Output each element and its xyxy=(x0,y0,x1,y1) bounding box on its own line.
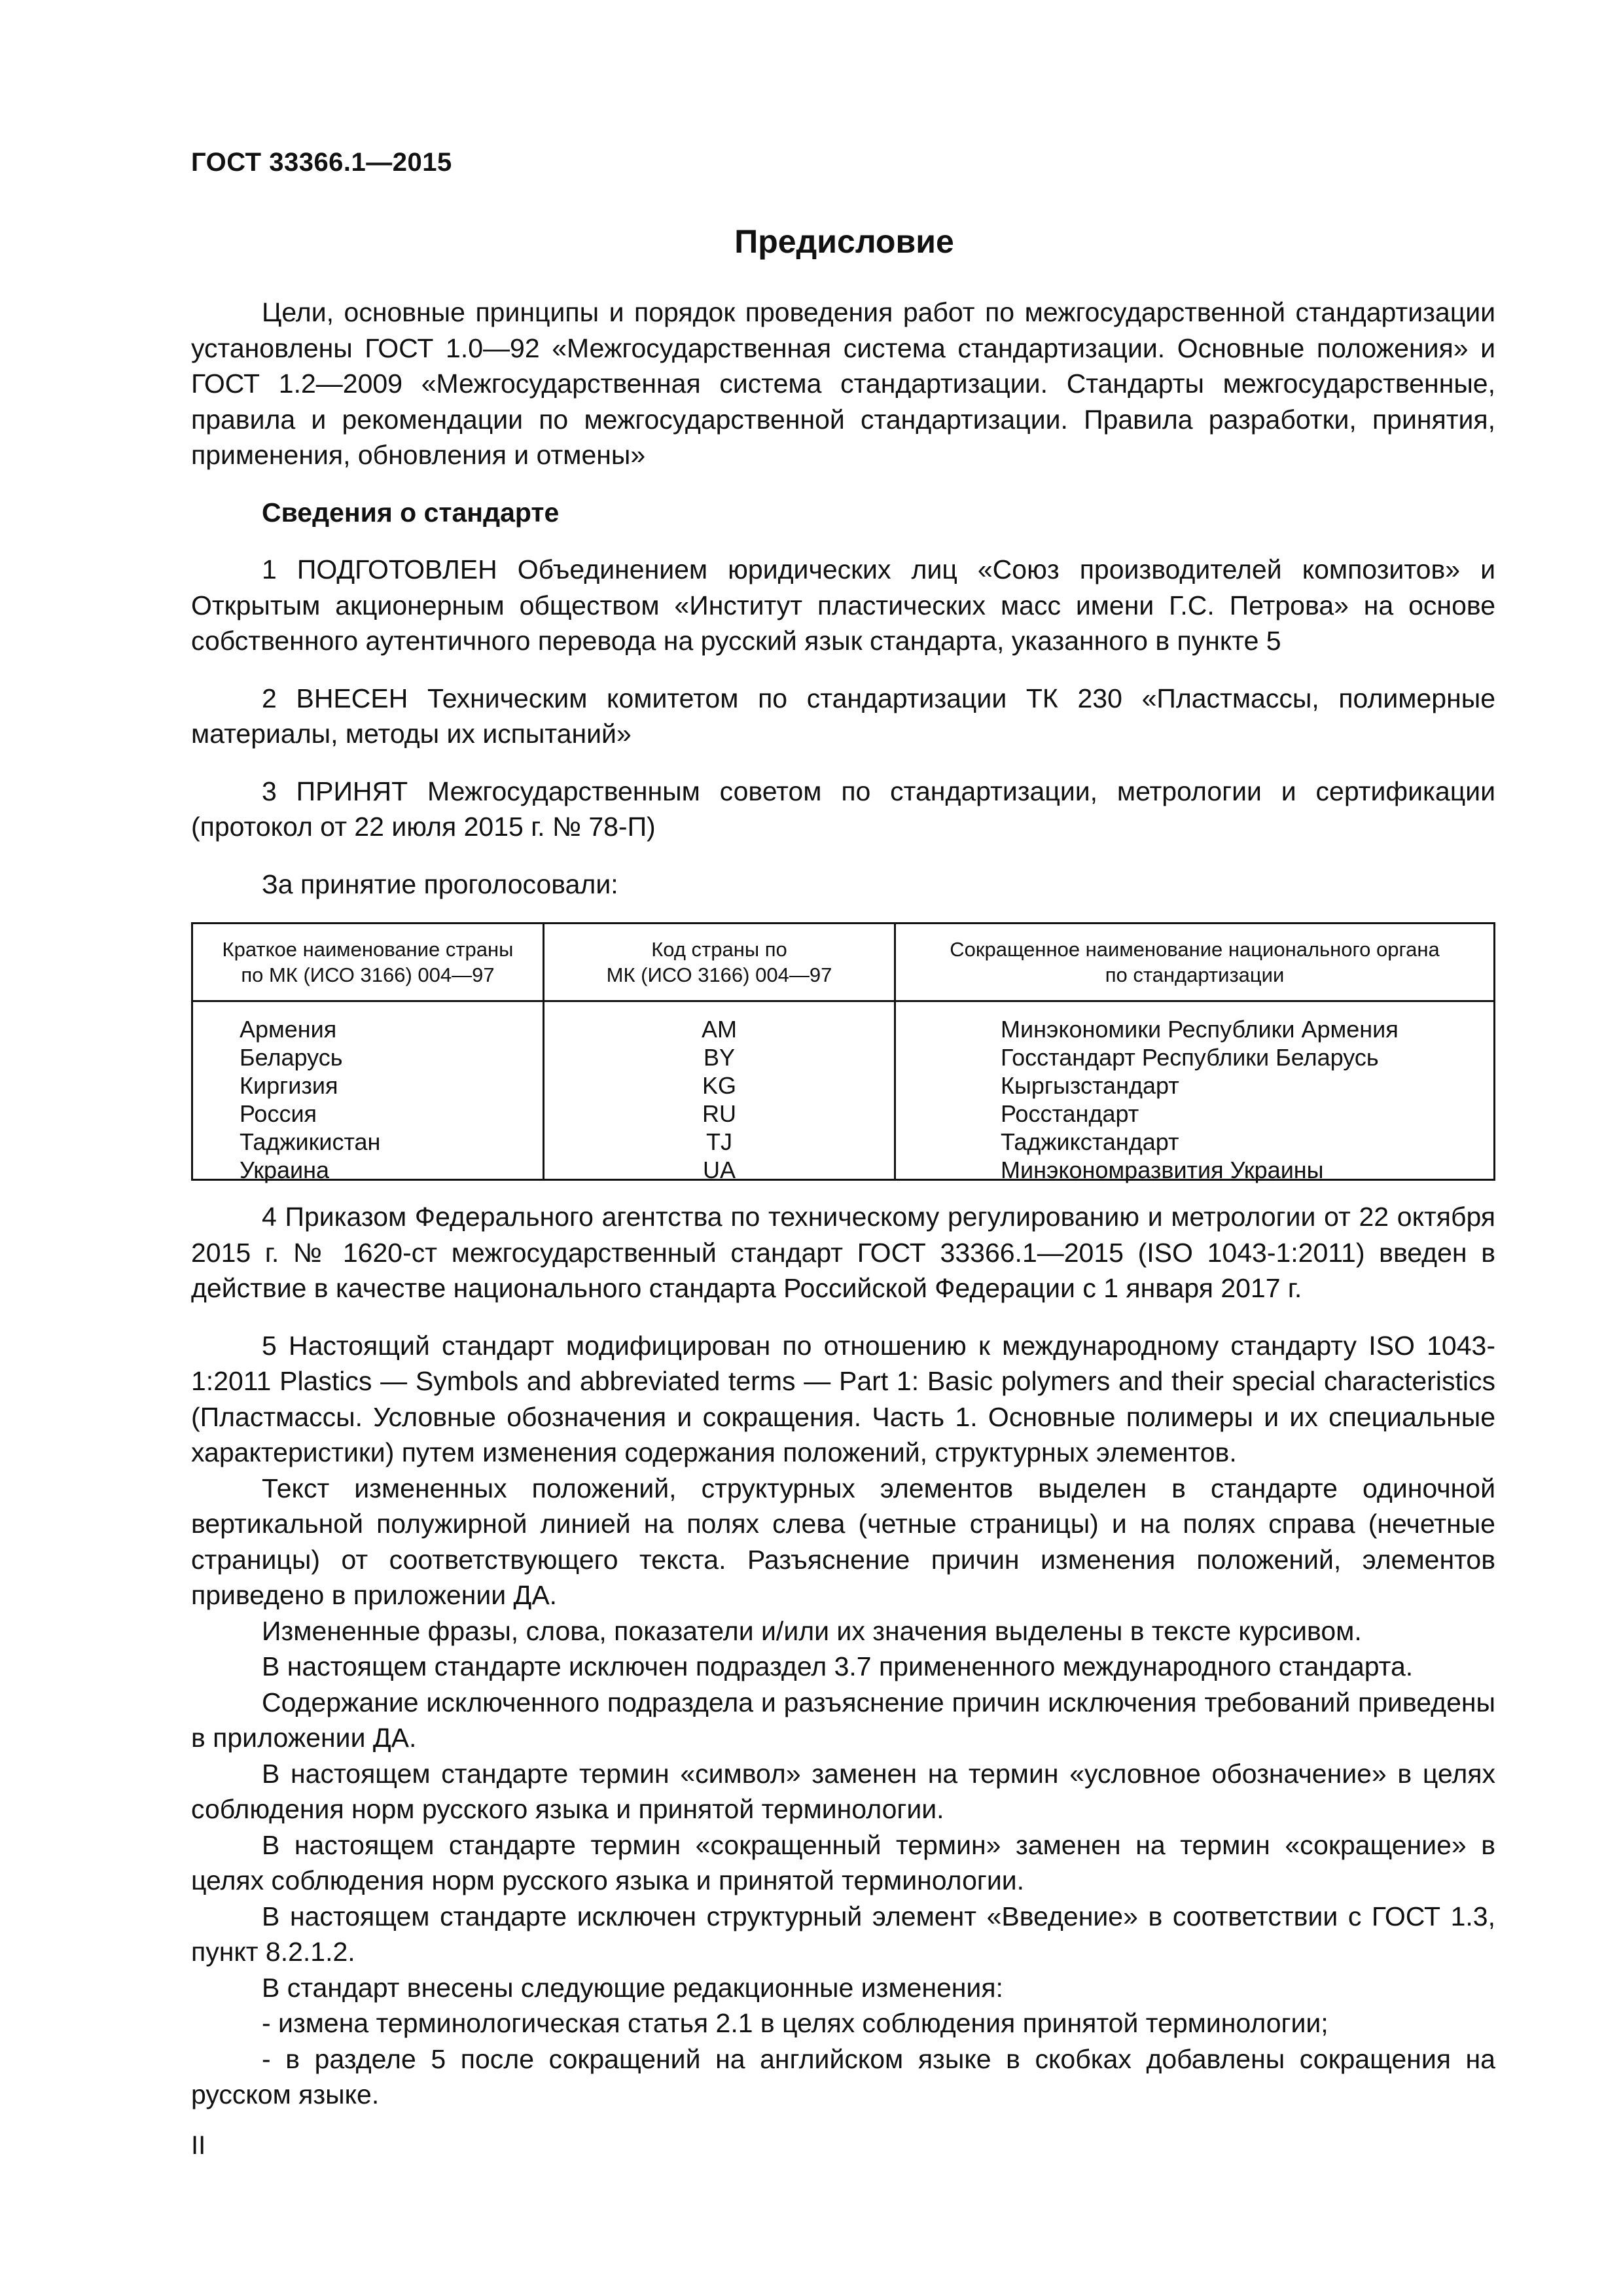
table-column-body xyxy=(896,1002,1493,1183)
item-5-modified: 5 Настоящий стандарт модифицирован по отношению к международному стандарту ISO 1043-1:2011 Plastics — Symbols and abbreviated terms — Part 1: Basic polymers and their special characteristics (Пластмассы. Условные обозначения и сокращения. Часть 1. Основные полимеры и их специальные характеристики) путем изменения содержания положений, структурных элементов. xyxy=(191,1330,1495,1467)
body-text xyxy=(191,0,1495,2113)
page-title: Предисловие xyxy=(734,223,954,260)
item-5-change-1: - измена терминологическая статья 2.1 в целях соблюдения принятой терминологии; xyxy=(262,2008,1329,2038)
item-4-order: 4 Приказом Федерального агентства по техническому регулированию и метрологии от 22 октября 2015 г. № 1620-ст межгосударственный стандарт ГОСТ 33366.1—2015 (ISO 1043-1:2011) введен в действие в качестве национального стандарта Российской Федерации с 1 января 2017 г. xyxy=(191,1202,1495,1303)
item-5-excluded-content: Содержание исключенного подраздела и разъяснение причин исключения требований приведены в приложении ДА. xyxy=(191,1687,1495,1753)
table-cell-code: KG xyxy=(702,1072,736,1099)
table-cell-body: Таджикстандарт xyxy=(1001,1128,1179,1155)
table-cell-country: Россия xyxy=(240,1100,317,1127)
table-cell-code: BY xyxy=(703,1044,736,1071)
item-2-introduced: 2 ВНЕСЕН Техническим комитетом по стандартизации ТК 230 «Пластмассы, полимерные материалы, методы их испытаний» xyxy=(191,683,1495,749)
item-5-editorial-changes: В стандарт внесены следующие редакционные изменения: xyxy=(262,1972,1003,2003)
table-cell-country: Таджикистан xyxy=(240,1128,381,1155)
voted-label: За принятие проголосовали: xyxy=(262,869,618,899)
item-5-term-abbrev: В настоящем стандарте термин «сокращенный термин» заменен на термин «сокращение» в целях соблюдения норм русского языка и принятой терминологии. xyxy=(191,1829,1495,1895)
table-column-code xyxy=(544,1002,896,1183)
table-header-row xyxy=(193,924,1493,1002)
item-5-italic-note: Измененные фразы, слова, показатели и/или их значения выделены в тексте курсивом. xyxy=(262,1615,1362,1646)
intro-paragraph: Цели, основные принципы и порядок проведения работ по межгосударственной стандартизации установлены ГОСТ 1.0—92 «Межгосударственная система стандартизации. Основные положения» и ГОСТ 1.2—2009 «Межгосударственная система стандартизации. Стандарты межгосударственные, правила и рекомендации по межгосударственной стандартизации. Правила разработки, принятия, применения, обновления и отмены» xyxy=(191,297,1495,470)
item-3-adopted: 3 ПРИНЯТ Межгосударственным советом по стандартизации, метрологии и сертификации (протокол от 22 июля 2015 г. № 78-П) xyxy=(191,776,1495,842)
table-cell-body: Госстандарт Республики Беларусь xyxy=(1001,1044,1379,1071)
item-5-excluded-subsection: В настоящем стандарте исключен подраздел 3.7 примененного международного стандарта. xyxy=(262,1651,1414,1681)
table-cell-country: Беларусь xyxy=(240,1044,343,1071)
table-header-code: Код страны по МК (ИСО 3166) 004—97 xyxy=(544,924,896,1000)
item-5-introduction-removed: В настоящем стандарте исключен структурный элемент «Введение» в соответствии с ГОСТ 1.3, пункт 8.2.1.2. xyxy=(191,1901,1495,1967)
table-cell-country: Киргизия xyxy=(240,1072,338,1099)
table-cell-body: Минэкономразвития Украины xyxy=(1001,1157,1324,1183)
table-cell-country: Украина xyxy=(240,1157,330,1183)
item-5-changed-text: Текст измененных положений, структурных элементов выделен в стандарте одиночной вертикальной полужирной линией на полях слева (четные страницы) и на полях справа (нечетные страницы) от соответствующего текста. Разъяснение причин изменения положений, элементов приведено в приложении ДА. xyxy=(191,1473,1495,1610)
table-cell-code: UA xyxy=(702,1157,736,1183)
table-cell-body: Росстандарт xyxy=(1001,1100,1139,1127)
table-body xyxy=(193,1002,1493,1183)
table-cell-body: Минэкономики Республики Армения xyxy=(1001,1016,1399,1043)
table-column-country xyxy=(193,1002,544,1183)
table-header-country: Краткое наименование страны по МК (ИСО 3166) 004—97 xyxy=(193,924,544,1000)
table-header-body: Сокращенное наименование национального органа по стандартизации xyxy=(950,938,1440,986)
item-5-change-2: - в разделе 5 после сокращений на английском языке в скобках добавлены сокращения на русском языке. xyxy=(191,2043,1495,2109)
voting-table xyxy=(191,922,1495,1181)
page-number: II xyxy=(191,2131,206,2160)
table-cell-body: Кыргызстандарт xyxy=(1001,1072,1179,1099)
item-5-term-symbol: В настоящем стандарте термин «символ» заменен на термин «условное обозначение» в целях соблюдения норм русского языка и принятой терминологии. xyxy=(191,1758,1495,1824)
table-cell-code: AM xyxy=(702,1016,737,1043)
table-cell-country: Армения xyxy=(240,1016,337,1043)
table-cell-code: RU xyxy=(702,1100,736,1127)
item-1-prepared: 1 ПОДГОТОВЛЕН Объединением юридических лиц «Союз производителей композитов» и Открытым акционерным обществом «Институт пластических масс имени Г.С. Петрова» на основе собственного аутентичного перевода на русский язык стандарта, указанного в пункте 5 xyxy=(191,554,1495,656)
section-heading: Сведения о стандарте xyxy=(262,497,560,528)
standard-designation: ГОСТ 33366.1—2015 xyxy=(191,148,452,177)
table-cell-code: TJ xyxy=(706,1128,732,1155)
